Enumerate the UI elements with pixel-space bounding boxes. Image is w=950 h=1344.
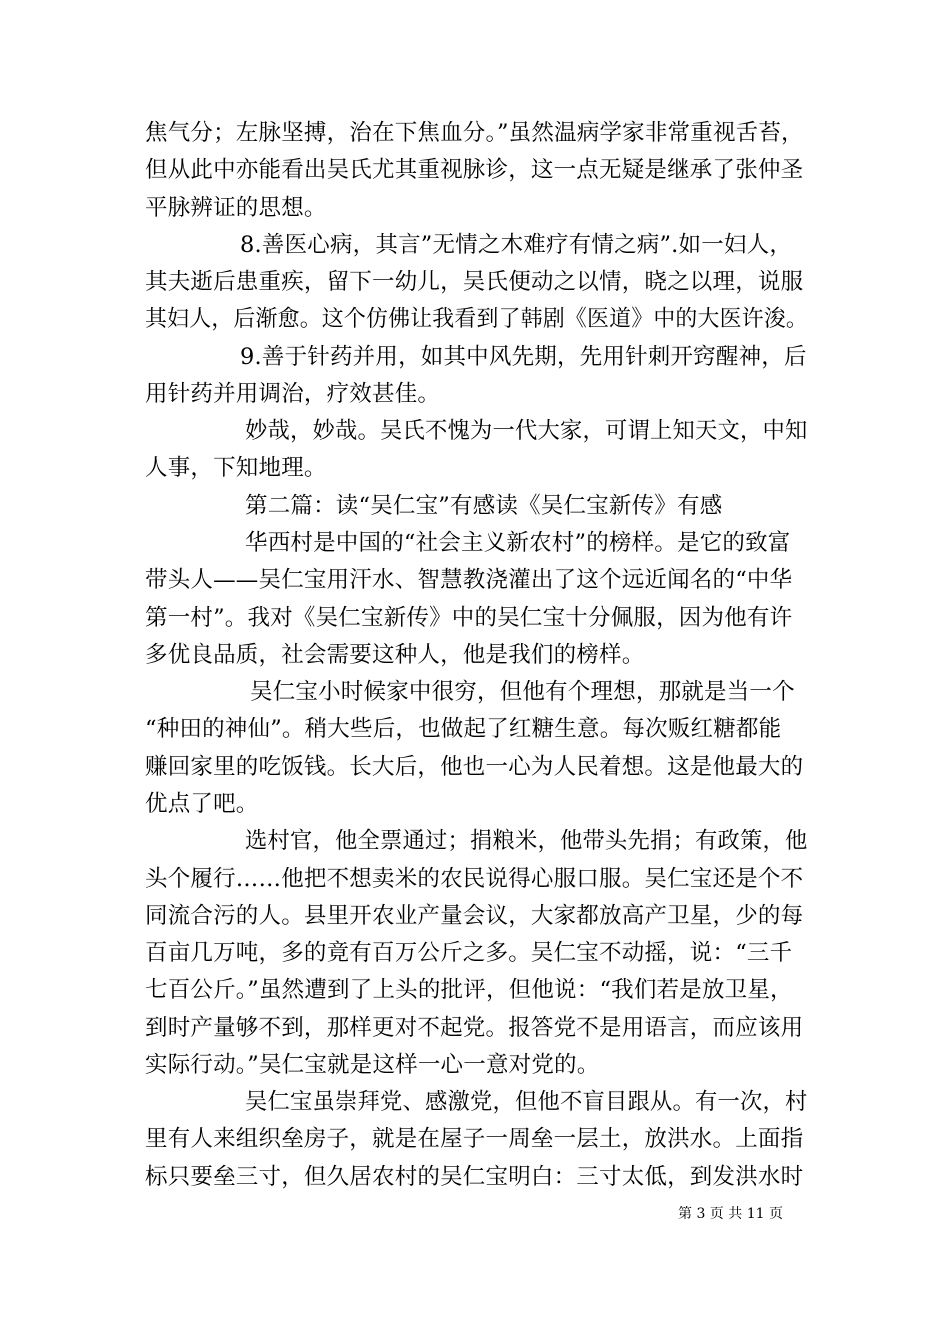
text-line: 吴仁宝小时候家中很穷，但他有个理想，那就是当一个 bbox=[250, 679, 795, 705]
text-line: 但从此中亦能看出吴氏尤其重视脉诊，这一点无疑是继承了张仲圣 bbox=[145, 157, 804, 183]
text-line: 头个履行……他把不想卖米的农民说得心服口服。吴仁宝还是个不 bbox=[145, 866, 804, 892]
text-line: 实际行动。”吴仁宝就是这样一心一意对党的。 bbox=[145, 1052, 600, 1078]
text-line: 妙哉，妙哉。吴氏不愧为一代大家，可谓上知天文，中知 bbox=[245, 418, 808, 444]
text-line: 百亩几万吨，多的竟有百万公斤之多。吴仁宝不动摇，说：“三千 bbox=[145, 940, 793, 966]
text-line: 其夫逝后患重疾，留下一幼儿，吴氏便动之以情，晓之以理，说服 bbox=[145, 269, 804, 295]
text-line: 其妇人，后渐愈。这个仿佛让我看到了韩剧《医道》中的大医许浚。 bbox=[145, 306, 809, 332]
text-line: 选村官，他全票通过；捐粮米，他带头先捐；有政策，他 bbox=[245, 828, 808, 854]
text-line: 第一村”。我对《吴仁宝新传》中的吴仁宝十分佩服，因为他有许 bbox=[145, 605, 793, 631]
text-line: 8.善医心病，其言”无情之木难疗有情之病”.如一妇人， bbox=[240, 232, 793, 258]
text-line: 多优良品质，社会需要这种人，他是我们的榜样。 bbox=[145, 642, 645, 668]
text-line: 平脉辨证的思想。 bbox=[145, 195, 327, 221]
page-number: 第 3 页 共 11 页 bbox=[678, 1206, 783, 1222]
text-line: 同流合污的人。县里开农业产量会议，大家都放高产卫星，少的每 bbox=[145, 903, 804, 929]
text-line: 人事，下知地理。 bbox=[145, 455, 327, 481]
text-line: 赚回家里的吃饭钱。长大后，他也一心为人民着想。这是他最大的 bbox=[145, 754, 804, 780]
text-line: “种田的神仙”。稍大些后，也做起了红糖生意。每次贩红糖都能 bbox=[145, 716, 782, 742]
text-line: 标只要垒三寸，但久居农村的吴仁宝明白：三寸太低，到发洪水时 bbox=[145, 1164, 804, 1190]
text-line: 七百公斤。”虽然遭到了上头的批评，但他说：“我们若是放卫星， bbox=[145, 977, 793, 1003]
text-line: 带头人——吴仁宝用汗水、智慧教浇灌出了这个远近闻名的“中华 bbox=[145, 567, 793, 593]
text-line: 焦气分；左脉坚搏，治在下焦血分。”虽然温病学家非常重视舌苔， bbox=[145, 120, 804, 146]
text-line: 9.善于针药并用，如其中风先期，先用针刺开窍醒神，后 bbox=[240, 344, 807, 370]
text-line: 里有人来组织垒房子，就是在屋子一周垒一层土，放洪水。上面指 bbox=[145, 1126, 804, 1152]
section-heading: 第二篇：读“吴仁宝”有感读《吴仁宝新传》有感 bbox=[245, 493, 723, 519]
text-line: 优点了吧。 bbox=[145, 791, 259, 817]
text-line: 到时产量够不到，那样更对不起党。报答党不是用语言，而应该用 bbox=[145, 1015, 804, 1041]
text-line: 吴仁宝虽崇拜党、感激党，但他不盲目跟从。有一次，村 bbox=[245, 1089, 808, 1115]
text-line: 用针药并用调治，疗效甚佳。 bbox=[145, 381, 441, 407]
text-line: 华西村是中国的“社会主义新农村”的榜样。是它的致富 bbox=[245, 530, 791, 556]
